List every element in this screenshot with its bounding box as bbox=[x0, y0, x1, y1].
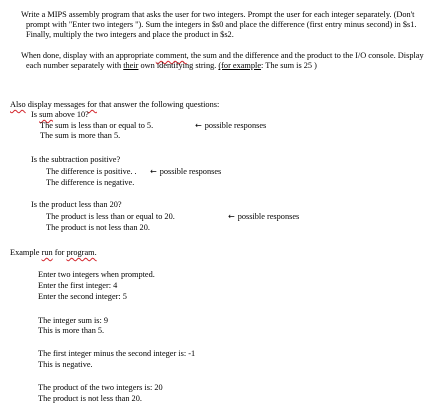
example-line: Enter the first integer: 4 bbox=[38, 281, 118, 290]
example-line: This is more than 5. bbox=[38, 326, 105, 335]
display-text-1: When done, display with an appropriate bbox=[21, 51, 156, 60]
example-line: The product is not less than 20. bbox=[38, 394, 142, 403]
q1-response-1: The sum is less than or equal to 5. bbox=[40, 121, 154, 130]
instructions-paragraph bbox=[21, 10, 429, 41]
possible-responses-label: possible responses bbox=[237, 212, 300, 221]
example-text-1: Example bbox=[10, 248, 42, 257]
possible-responses-label: possible responses bbox=[159, 167, 222, 176]
q2-response-1: The difference is positive. . bbox=[46, 167, 137, 176]
left-arrow-icon: ← bbox=[228, 212, 235, 221]
left-arrow-icon: ← bbox=[195, 121, 202, 130]
display-text-2: , the sum and the difference and the product to the I/O console. Display each number separately with bbox=[26, 51, 424, 71]
comment-word: comment bbox=[155, 51, 187, 60]
example-line: Enter two integers when prompted. bbox=[38, 270, 155, 279]
example-heading bbox=[10, 248, 97, 258]
example-line: The integer sum is: 9 bbox=[38, 316, 109, 325]
left-arrow-icon: ← bbox=[150, 167, 157, 176]
q1-response-2: The sum is more than 5. bbox=[40, 131, 121, 140]
program-word: program. bbox=[66, 248, 97, 257]
q3-response-1: The product is less than or equal to 20. bbox=[46, 212, 175, 221]
q3-possible-responses bbox=[228, 212, 299, 222]
possible-responses-label: possible responses bbox=[204, 121, 267, 130]
lead-text-1: display messages bbox=[25, 100, 88, 109]
q2-possible-responses bbox=[150, 167, 221, 177]
questions-lead bbox=[10, 100, 219, 110]
lead-text-2: that answer the following questions: bbox=[96, 100, 220, 109]
display-text-3: own identifying string. bbox=[138, 61, 219, 71]
q1-possible-responses bbox=[195, 121, 266, 131]
example-line: The first integer minus the second integer is: -1 bbox=[38, 349, 196, 358]
example-text-2: for bbox=[52, 248, 67, 257]
q1-text-1: Is bbox=[31, 110, 40, 119]
run-word: run bbox=[41, 248, 53, 257]
question-1 bbox=[31, 110, 89, 120]
display-text-4: : The sum is 25 ) bbox=[261, 61, 317, 71]
example-line: This is negative. bbox=[38, 360, 93, 369]
example-line: Enter the second integer: 5 bbox=[38, 292, 127, 301]
for-example-text: (for example bbox=[218, 61, 262, 71]
their-word: their bbox=[123, 61, 139, 71]
example-line: The product of the two integers is: 20 bbox=[38, 383, 163, 392]
also-word: Also bbox=[10, 100, 26, 109]
display-instructions-paragraph bbox=[21, 51, 429, 71]
q1-text-2: above 10? bbox=[52, 110, 89, 119]
question-2: Is the subtraction positive? bbox=[31, 155, 121, 164]
q3-response-2: The product is not less than 20. bbox=[46, 223, 150, 232]
for-word: for bbox=[87, 100, 97, 109]
instructions-text: Write a MIPS assembly program that asks the user for two integers. Prompt the user for each integer separately. (Don't prompt with "Enter two integers "). Sum the integers in $s0 and place the difference (first entry minus second) in $s1. Finally, multiply the two integers and place the product in $s2. bbox=[21, 10, 417, 40]
q2-response-2: The difference is negative. bbox=[46, 178, 135, 187]
question-3: Is the product less than 20? bbox=[31, 200, 122, 209]
sum-word: sum bbox=[39, 110, 53, 119]
